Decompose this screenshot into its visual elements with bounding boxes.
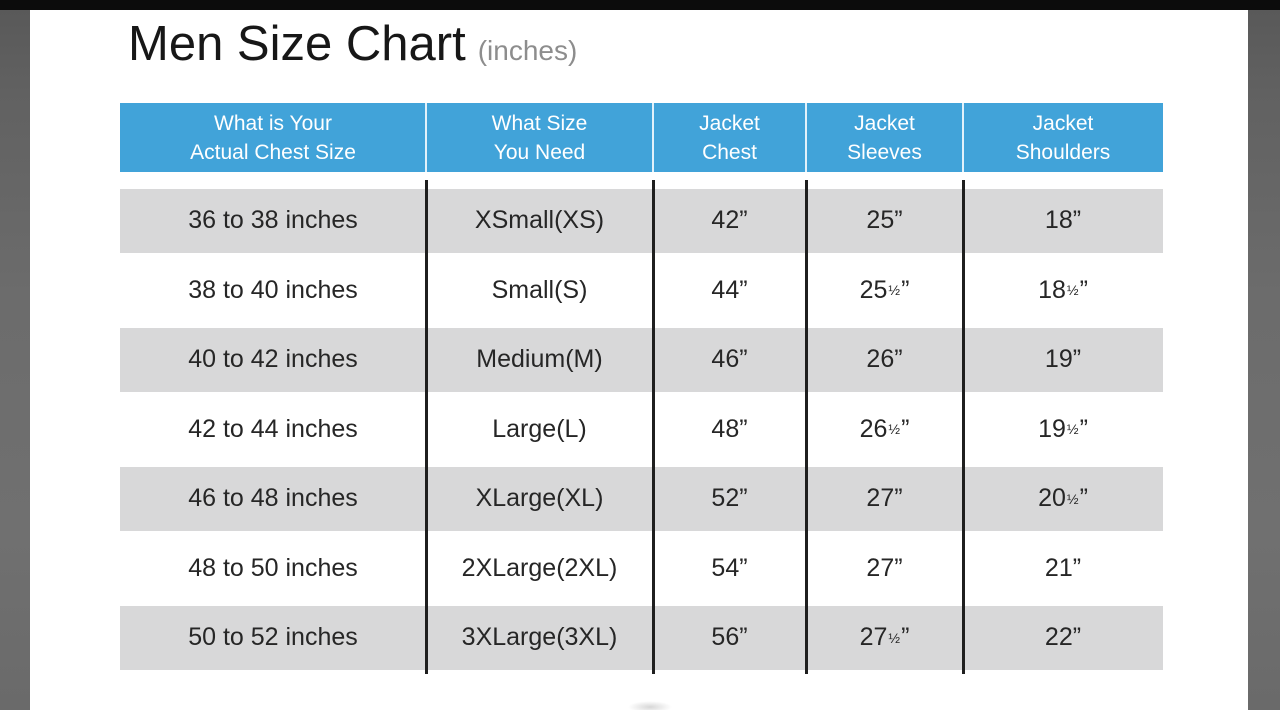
table-cell: 22” (1044, 623, 1082, 652)
header-cell (426, 103, 653, 172)
table-cell: 27 ½ ” (859, 623, 910, 652)
table-cell: 46 to 48 inches (188, 484, 358, 513)
table-cell: 26 ½ ” (859, 414, 910, 443)
header-line2: Shoulders (1015, 140, 1111, 164)
table-cell: 19 ½ ” (1038, 414, 1088, 443)
table-row (120, 256, 1163, 326)
table-cell: 48” (711, 414, 748, 443)
header-line1: What Size (491, 111, 588, 135)
bottom-center-smudge (628, 701, 672, 710)
table-cell: 27” (866, 553, 903, 582)
men-size-table (120, 103, 1163, 674)
header-line1: Jacket (854, 111, 915, 135)
table-cell: 46” (711, 345, 748, 374)
header-line1: What is Your (214, 111, 332, 135)
letterbox-top-bar (0, 0, 1280, 10)
table-body (120, 180, 1163, 674)
header-line1: Jacket (699, 111, 760, 135)
header-line1: Jacket (1032, 111, 1094, 135)
header-cell (120, 103, 426, 172)
half-fraction: ½ (888, 421, 901, 438)
table-cell: 18” (1044, 206, 1082, 235)
half-fraction: ½ (1066, 421, 1079, 438)
table-cell: Large(L) (492, 414, 587, 443)
table-cell: 42” (711, 206, 748, 235)
header-separator (425, 103, 427, 172)
table-cell: 48 to 50 inches (188, 553, 358, 582)
header-separator (962, 103, 964, 172)
table-row (120, 603, 1163, 673)
table-cell: Small(S) (491, 275, 588, 304)
half-fraction: ½ (888, 282, 901, 299)
column-divider-line (962, 180, 965, 674)
letterbox-right-bar (1248, 0, 1280, 710)
column-divider-line (425, 180, 428, 674)
table-cell: 3XLarge(3XL) (461, 623, 618, 652)
table-cell: 19” (1044, 345, 1082, 374)
header-cell (653, 103, 806, 172)
table-rows (120, 186, 1163, 673)
title-unit-label: (inches) (477, 35, 578, 66)
table-cell: 50 to 52 inches (188, 623, 358, 652)
header-cell (806, 103, 963, 172)
table-cell: 36 to 38 inches (188, 206, 358, 235)
table-cell: 56” (711, 623, 748, 652)
table-cell: XLarge(XL) (475, 484, 604, 513)
table-row (120, 186, 1163, 256)
page-title (128, 16, 577, 72)
header-cell (963, 103, 1163, 172)
header-separator (652, 103, 654, 172)
table-cell: 27” (866, 484, 903, 513)
table-cell: 18 ½ ” (1038, 275, 1088, 304)
table-cell: Medium(M) (476, 345, 603, 374)
table-cell: 54” (711, 553, 748, 582)
header-line2: Actual Chest Size (190, 140, 356, 164)
table-cell: 26” (866, 345, 903, 374)
table-row (120, 464, 1163, 534)
table-cell: 38 to 40 inches (188, 275, 358, 304)
table-row (120, 395, 1163, 465)
half-fraction: ½ (888, 629, 901, 646)
table-header-row (120, 103, 1163, 172)
table-cell: 21” (1044, 553, 1082, 582)
table-cell: 40 to 42 inches (188, 345, 358, 374)
table-cell: XSmall(XS) (474, 206, 605, 235)
table-cell: 25” (866, 206, 903, 235)
table-cell: 44” (711, 275, 748, 304)
column-divider-line (805, 180, 808, 674)
table-cell: 42 to 44 inches (188, 414, 358, 443)
table-cell: 20 ½ ” (1038, 484, 1088, 513)
header-separator (805, 103, 807, 172)
table-cell: 2XLarge(2XL) (461, 553, 618, 582)
half-fraction: ½ (1066, 490, 1079, 507)
half-fraction: ½ (1066, 282, 1079, 299)
table-cell: 25 ½ ” (859, 275, 910, 304)
column-divider-line (652, 180, 655, 674)
header-line2: Chest (702, 140, 757, 164)
table-cell: 52” (711, 484, 748, 513)
title-text: Men Size Chart (128, 17, 466, 71)
table-row (120, 534, 1163, 604)
header-line2: You Need (493, 140, 586, 164)
table-row (120, 325, 1163, 395)
letterbox-left-bar (0, 0, 30, 710)
header-line2: Sleeves (847, 140, 922, 164)
